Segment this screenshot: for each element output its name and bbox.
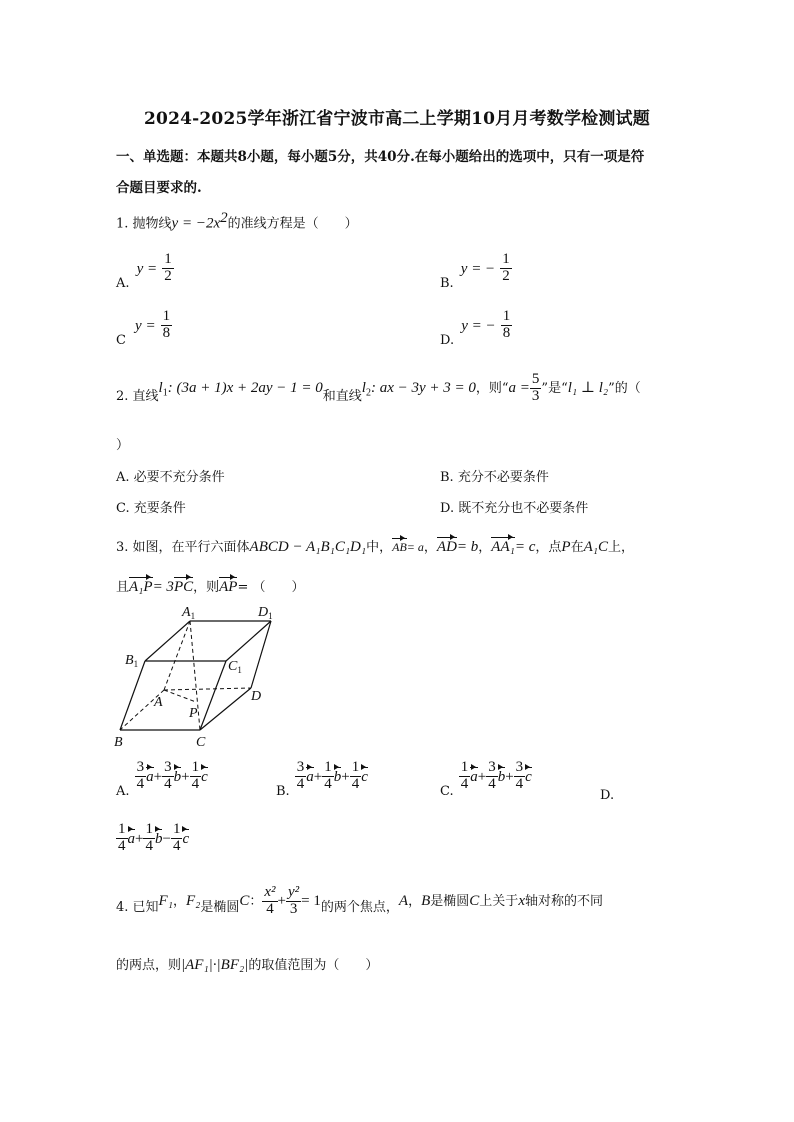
q1-option-d[interactable]: $_{D.}$ y = − $\frac{1}{8}$ <box>440 308 511 348</box>
q3-option-d[interactable]: $\frac{1}{4}$ a+ $\frac{1}{4}$ b− $\frac{1}{4}$ c <box>118 821 190 854</box>
edge-a1b1 <box>145 621 190 661</box>
q2-option-b[interactable]: B. 充分不必要条件 <box>440 470 549 485</box>
focal-product-expression: |AF₁|·|BF₂| <box>181 957 249 973</box>
edge-aa1-hidden <box>164 621 190 690</box>
q3-option-d-label[interactable]: D. <box>600 788 615 803</box>
q3-option-b[interactable]: $_{B.}$ $\frac{3}{4}$ a+ $\frac{1}{4}$ b+ $\frac{1}{4}$ c <box>276 759 368 799</box>
label-c: C <box>196 735 206 750</box>
label-c1: $C_1$ <box>228 659 242 675</box>
label-p: P <box>189 706 198 721</box>
edge-ad-hidden <box>164 688 251 690</box>
question-4-stem-line2: 的两点，则|AF₁|·|BF₂|的取值范围为（ ） <box>116 957 379 973</box>
line-l1-equation: : (3a + 1)x + 2ay − 1 = 0 <box>167 379 323 396</box>
question-3-stem-line2: 且A₁P= 3PC，则AP= （ ） <box>116 579 305 595</box>
perpendicular-condition: l₁ ⊥ l₂ <box>567 379 609 396</box>
page-title: 2024-2025学年浙江省宁波市高二上学期10月月考数学检测试题 <box>144 109 650 129</box>
q1-option-b[interactable]: $_{B.}$ y = − $\frac{1}{2}$ <box>440 251 510 291</box>
edge-d1c1 <box>226 621 271 661</box>
section-header-line1: 一、单选题：本题共8小题，每小题5分，共40分.在每小题给出的选项中，只有一项是符 <box>116 149 645 165</box>
segment-ap <box>164 690 196 702</box>
q3-option-a[interactable]: $_{A.}$ $\frac{3}{4}$ a+ $\frac{3}{4}$ b+ $\frac{1}{4}$ c <box>116 759 208 799</box>
q1-number: 1. 抛物线 <box>116 216 172 232</box>
edge-d1d <box>251 621 271 688</box>
question-2-stem: 2. 直线$l_1$: (3a + 1)x + 2ay − 1 = 0和直线$l_2$: ax − 3y + 3 = 0，则“a = $\frac{5}{3}$ ”是“l₁ ⊥ l₂”的（ <box>116 371 641 404</box>
q2-option-d[interactable]: D. 既不充分也不必要条件 <box>440 501 589 516</box>
q2-option-c[interactable]: C. 充要条件 <box>116 501 186 516</box>
label-b: B <box>114 735 123 750</box>
label-a1: $A_1$ <box>182 605 196 621</box>
question-3-stem-line1: 3. 如图，在平行六面体ABCD − A₁B₁C₁D₁中，AB= a，AD= b，AA₁= c，点P在A₁C上， <box>116 539 634 555</box>
label-b1: $B_1$ <box>125 653 139 669</box>
question-1-stem <box>116 210 358 232</box>
label-a: A <box>154 695 163 710</box>
q1-exponent: 2 <box>220 210 228 226</box>
q3-option-c[interactable]: $_{C.}$ $\frac{1}{4}$ a+ $\frac{3}{4}$ b+ $\frac{3}{4}$ c <box>440 759 532 799</box>
q1-rest: 的准线方程是（ ） <box>227 216 358 232</box>
edge-b1b <box>120 661 145 730</box>
q1-option-c[interactable]: $_C$ y = $\frac{1}{8}$ <box>116 308 171 348</box>
line-l2-equation: : ax − 3y + 3 = 0 <box>370 379 476 396</box>
section-header-line2: 合题目要求的. <box>116 180 202 196</box>
label-d: D <box>251 689 262 704</box>
parallelepiped-name: ABCD − A₁B₁C₁D₁ <box>249 539 367 555</box>
q1-equation: y = −2x <box>171 215 221 232</box>
q2-close-paren: ） <box>116 438 130 453</box>
label-d1: $D_1$ <box>258 605 273 621</box>
parallelepiped-figure <box>108 600 288 752</box>
q2-option-a[interactable]: A. 必要不充分条件 <box>116 470 225 485</box>
q1-option-a[interactable]: $_{A.}$ y = $\frac{1}{2}$ <box>116 251 172 291</box>
question-4-stem-line1: 4. 已知F₁，F₂是椭圆C： $\frac{\text{x²}}{4}$ + $\frac{\text{y²}}{3}$ = 1的两个焦点，A，B是椭圆C上关于x轴对称的不同 <box>116 884 603 917</box>
